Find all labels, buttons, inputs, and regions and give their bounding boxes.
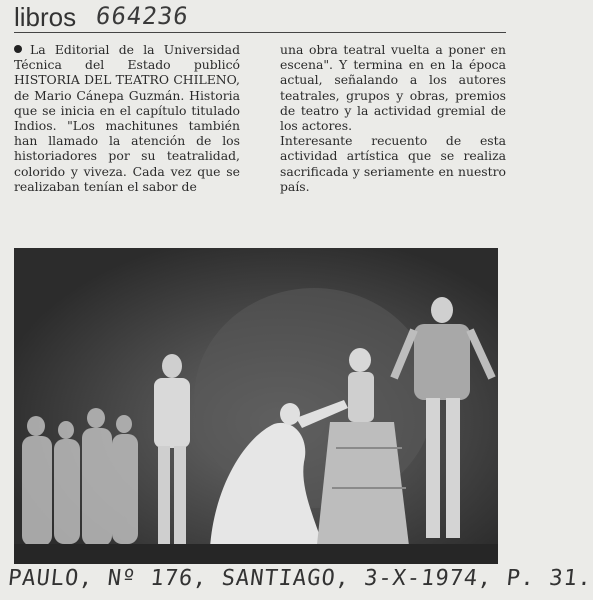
article-left-column — [14, 42, 240, 194]
left-paragraph-text: La Editorial de la Universidad Técnica del Estado publicó HISTORIA DEL TEATRO CHILENO, de Mario Cánepa Guzmán. Historia que se inicia en el capítulo titulado Indios. "Los machitunes también han llamado la atención de los historiadores por su teatralidad, colorido y viveza. Cada vez que se realizaban tenían el sabor de — [14, 42, 240, 194]
theatre-scene-photo — [14, 248, 498, 564]
bullet-icon — [14, 45, 22, 53]
stage-floor — [14, 544, 498, 564]
handwritten-reference-number: 664236 — [94, 2, 191, 30]
header-rule — [14, 32, 506, 33]
photo-illustration — [14, 248, 498, 564]
section-heading: libros — [14, 2, 77, 32]
article-right-column — [280, 42, 506, 194]
right-paragraph-1: una obra teatral vuelta a poner en escena". Y termina en en la época actual, señalando a los autores teatrales, grupos y obras, premios de teatro y la actividad gremial de los actores. — [280, 42, 506, 134]
right-paragraph-2: Interesante recuento de esta actividad artística que se realiza sacrificada y seriamente en nuestro país. — [280, 133, 506, 194]
handwritten-source-note: PAULO, Nº 176, SANTIAGO, 3-X-1974, P. 31. — [6, 566, 593, 591]
left-paragraph — [14, 42, 240, 194]
